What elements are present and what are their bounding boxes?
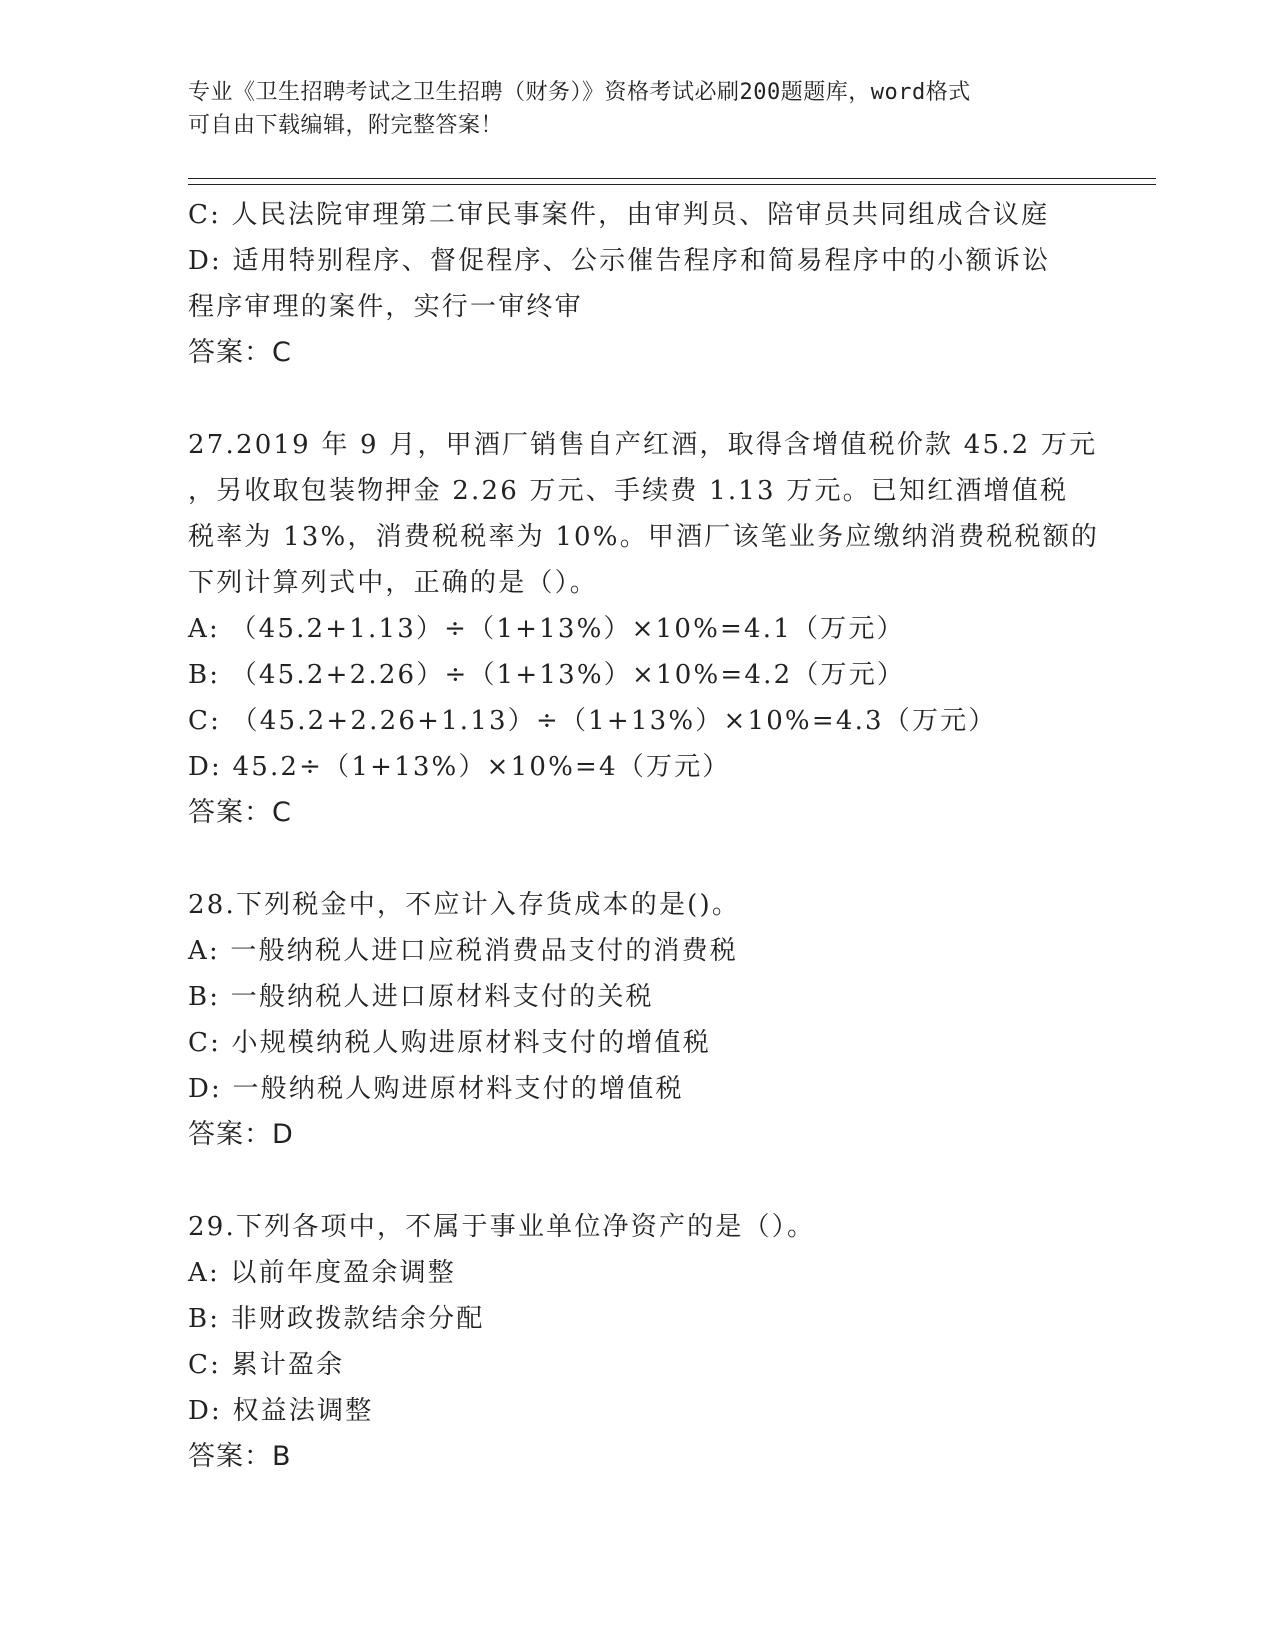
- spacer: [188, 836, 1088, 882]
- header-divider-bottom: [188, 184, 1156, 185]
- option-b: B: （45.2+2.26）÷（1+13%）×10%=4.2（万元）: [188, 660, 906, 690]
- question-stem: 28.下列税金中，不应计入存货成本的是()。: [188, 890, 741, 920]
- question-28: [188, 882, 1088, 1158]
- answer-label: 答案：C: [188, 797, 292, 828]
- answer-label: 答案：B: [188, 1441, 292, 1472]
- option-d: D: 45.2÷（1+13%）×10%=4（万元）: [188, 752, 731, 782]
- spacer: [188, 376, 1088, 422]
- question-stem: 27.2019 年 9 月，甲酒厂销售自产红酒，取得含增值税价款 45.2 万元: [188, 430, 1098, 460]
- header-divider-top: [188, 178, 1156, 179]
- header-title-line-2: 可自由下载编辑，附完整答案！: [188, 113, 504, 138]
- option-a: A: （45.2+1.13）÷（1+13%）×10%=4.1（万元）: [188, 614, 905, 644]
- option-c: C: （45.2+2.26+1.13）÷（1+13%）×10%=4.3（万元）: [188, 706, 997, 736]
- option-d: D: 权益法调整: [188, 1396, 374, 1426]
- question-list: [188, 192, 1100, 1480]
- option-c: C: 人民法院审理第二审民事案件，由审判员、陪审员共同组成合议庭: [188, 200, 1050, 230]
- question-stem: 29.下列各项中，不属于事业单位净资产的是（）。: [188, 1212, 816, 1242]
- option-c: C: 小规模纳税人购进原材料支付的增值税: [188, 1028, 711, 1058]
- option-b: B: 非财政拨款结余分配: [188, 1304, 485, 1334]
- question-stem-line-4: 下列计算列式中，正确的是（）。: [188, 568, 599, 598]
- question-26-continued: [188, 192, 1088, 376]
- option-c: C: 累计盈余: [188, 1350, 345, 1380]
- option-a: A: 以前年度盈余调整: [188, 1258, 457, 1288]
- option-d-continued: 程序审理的案件，实行一审终审: [188, 292, 583, 322]
- header-title-line-1: 专业《卫生招聘考试之卫生招聘（财务）》资格考试必刷200题题库，word格式: [188, 80, 971, 105]
- option-b: B: 一般纳税人进口原材料支付的关税: [188, 982, 654, 1012]
- question-27: [188, 422, 1100, 836]
- option-a: A: 一般纳税人进口应税消费品支付的消费税: [188, 936, 739, 966]
- answer-label: 答案：C: [188, 337, 292, 368]
- question-stem-line-2: ，另收取包装物押金 2.26 万元、手续费 1.13 万元。已知红酒增值税: [188, 476, 1069, 506]
- answer-label: 答案：D: [188, 1119, 294, 1150]
- document-header: [188, 76, 1068, 142]
- question-29: [188, 1204, 1088, 1480]
- spacer: [188, 1158, 1088, 1204]
- option-d: D: 一般纳税人购进原材料支付的增值税: [188, 1074, 684, 1104]
- option-d: D: 适用特别程序、督促程序、公示催告程序和简易程序中的小额诉讼: [188, 246, 1051, 276]
- question-stem-line-3: 税率为 13%，消费税税率为 10%。甲酒厂该笔业务应缴纳消费税税额的: [188, 522, 1100, 552]
